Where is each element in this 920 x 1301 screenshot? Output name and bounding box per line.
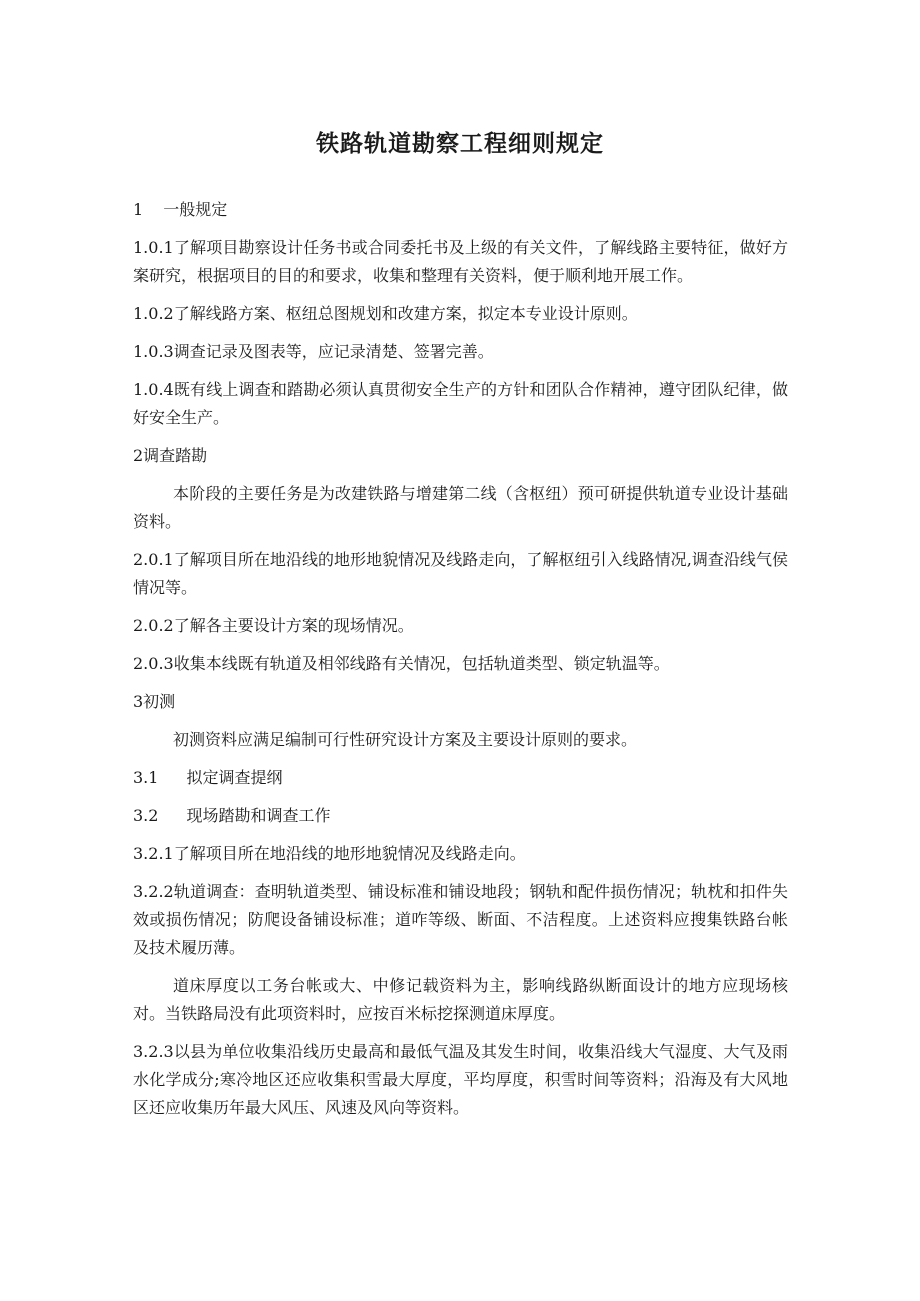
clause-2-0-1: 2.0.1了解项目所在地沿线的地形地貌情况及线路走向，了解枢纽引入线路情况,调查沿线气侯情况等。 (133, 550, 788, 597)
section-number: 3.2 (133, 806, 159, 825)
clause-1-0-1: 1.0.1了解项目勘察设计任务书或合同委托书及上级的有关文件，了解线路主要特征，做好方案研究，根据项目的目的和要求，收集和整理有关资料，便于顺利地开展工作。 (133, 238, 788, 285)
section-number: 1 (133, 200, 144, 219)
section-heading-1 (133, 196, 788, 224)
section-heading-2: 2调查踏勘 (133, 446, 208, 465)
section-title: 现场踏勘和调查工作 (186, 806, 331, 825)
clause-1-0-4: 1.0.4既有线上调查和踏勘必须认真贯彻安全生产的方针和团队合作精神，遵守团队纪律，做好安全生产。 (133, 380, 788, 427)
section-2-intro: 本阶段的主要任务是为改建铁路与增建第二线（含枢纽）预可研提供轨道专业设计基础资料。 (133, 484, 788, 531)
section-number: 3.1 (133, 768, 159, 787)
section-heading-3-2 (133, 802, 788, 830)
clause-3-2-1: 3.2.1了解项目所在地沿线的地形地貌情况及线路走向。 (133, 844, 526, 863)
clause-2-0-2: 2.0.2了解各主要设计方案的现场情况。 (133, 616, 414, 635)
clause-2-0-3: 2.0.3收集本线既有轨道及相邻线路有关情况，包括轨道类型、锁定轨温等。 (133, 654, 670, 673)
clause-3-2-2: 3.2.2轨道调查：查明轨道类型、铺设标准和铺设地段；钢轨和配件损伤情况；轨枕和扣件失效或损伤情况；防爬设备铺设标准；道咋等级、断面、不洁程度。上述资料应搜集铁路台帐及技术履历薄。 (133, 882, 788, 957)
section-3-intro: 初测资料应满足编制可行性研究设计方案及主要设计原则的要求。 (173, 730, 638, 749)
clause-3-2-3: 3.2.3以县为单位收集沿线历史最高和最低气温及其发生时间，收集沿线大气湿度、大气及雨水化学成分;寒冷地区还应收集积雪最大厚度，平均厚度，积雪时间等资料；沿海及有大风地区还应收集历年最大风压、风速及风向等资料。 (133, 1042, 788, 1117)
clause-3-2-2-continued: 道床厚度以工务台帐或大、中修记载资料为主，影响线路纵断面设计的地方应现场核对。当铁路局没有此项资料时，应按百米标挖探测道床厚度。 (133, 976, 788, 1023)
clause-1-0-3: 1.0.3调查记录及图表等，应记录清楚、签署完善。 (133, 342, 494, 361)
section-title: 拟定调查提纲 (186, 768, 283, 787)
section-title: 一般规定 (163, 200, 228, 219)
clause-1-0-2: 1.0.2了解线路方案、枢纽总图规划和改建方案，拟定本专业设计原则。 (133, 304, 638, 323)
document-title: 铁路轨道勘察工程细则规定 (316, 131, 604, 157)
document-body (133, 196, 788, 1132)
section-heading-3-1 (133, 764, 788, 792)
section-heading-3: 3初测 (133, 692, 176, 711)
